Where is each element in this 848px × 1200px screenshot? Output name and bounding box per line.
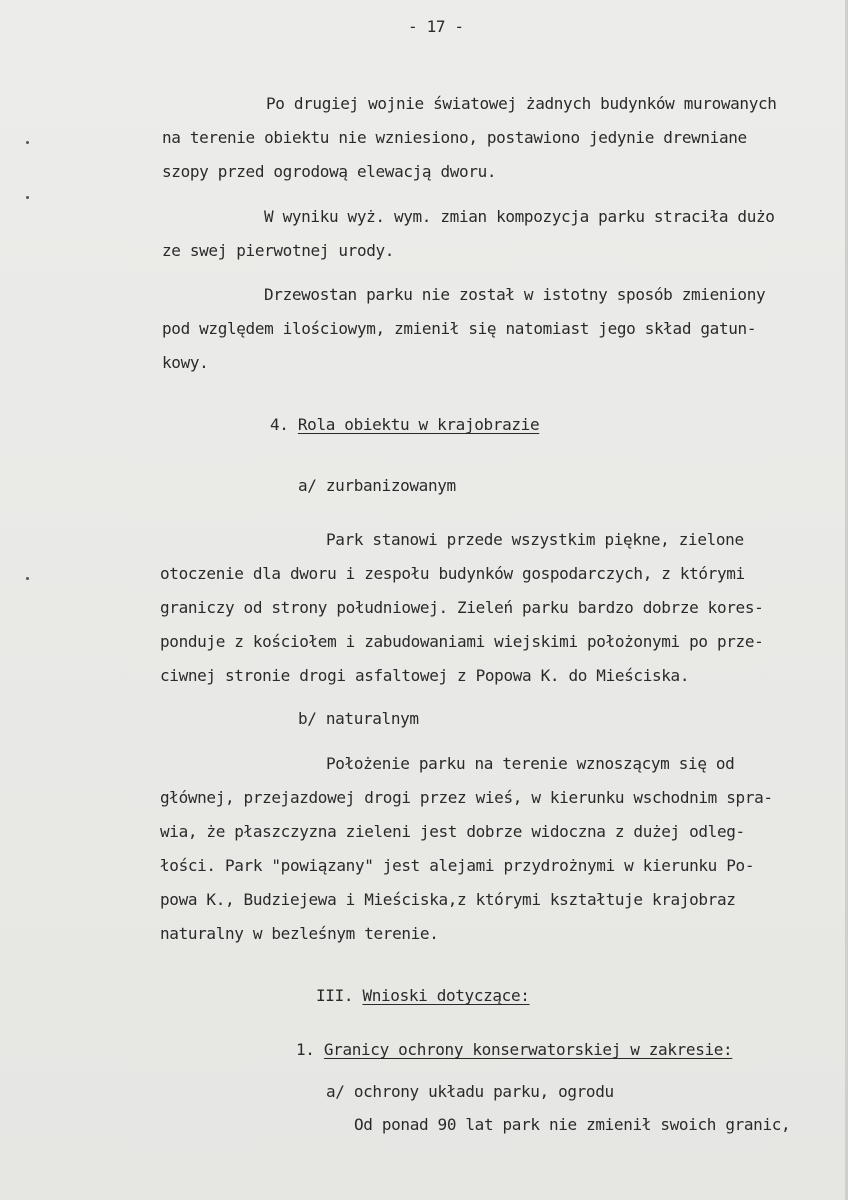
paragraph-line: ciwnej stronie drogi asfaltowej z Popowa K. do Mieściska. [160,666,690,685]
paragraph-line: kowy. [162,353,209,372]
paragraph-line: głównej, przejazdowej drogi przez wieś, w kierunku wschodnim spra- [160,788,773,807]
item-heading [296,1040,732,1060]
paragraph-line: łości. Park "powiązany" jest alejami przydrożnymi w kierunku Po- [160,856,755,875]
subheading: a/ zurbanizowanym [298,476,456,495]
section-title: Wnioski dotyczące: [362,986,530,1005]
item-number: 1. [296,1040,315,1059]
paragraph-line: na terenie obiektu nie wzniesiono, postawiono jedynie drewniane [162,128,747,147]
paragraph-line: powa K., Budziejewa i Mieściska,z którymi kształtuje krajobraz [160,890,736,909]
margin-mark [26,141,29,144]
page-number: - 17 - [408,17,464,36]
paragraph-line: szopy przed ogrodową elewacją dworu. [162,162,497,181]
paragraph-line: W wyniku wyż. wym. zmian kompozycja parku straciła dużo [264,207,775,226]
section-number: III. [316,986,354,1005]
paragraph-line: naturalny w bezleśnym terenie. [160,924,439,943]
margin-mark [26,577,29,580]
subheading: b/ naturalnym [298,709,419,728]
paragraph-line: graniczy od strony południowej. Zieleń parku bardzo dobrze kores- [160,598,764,617]
paragraph-line: ponduje z kościołem i zabudowaniami wiejskimi położonymi po prze- [160,632,764,651]
paragraph-line: ze swej pierwotnej urody. [162,241,395,260]
section-number: 4. [270,415,289,434]
paragraph-line: pod względem ilościowym, zmienił się natomiast jego skład gatun- [162,319,757,338]
section-title: Rola obiektu w krajobrazie [297,415,540,434]
item-title: Granicy ochrony konserwatorskiej w zakresie: [323,1040,733,1059]
paragraph-line: Po drugiej wojnie światowej żadnych budynków murowanych [266,94,777,113]
paragraph-line: wia, że płaszczyzna zieleni jest dobrze widoczna z dużej odleg- [160,822,745,841]
section-heading [316,986,530,1006]
paragraph-line: Położenie parku na terenie wznoszącym się od [326,754,735,773]
paragraph-line: Drzewostan parku nie został w istotny sposób zmieniony [264,285,766,304]
paragraph-line: Park stanowi przede wszystkim piękne, zielone [326,530,744,549]
paragraph-line: otoczenie dla dworu i zespołu budynków gospodarczych, z którymi [160,564,745,583]
paragraph-line: a/ ochrony układu parku, ogrodu [326,1082,614,1101]
section-heading [270,415,539,435]
margin-mark [26,196,29,199]
paragraph-line: Od ponad 90 lat park nie zmienił swoich granic, [354,1115,791,1134]
